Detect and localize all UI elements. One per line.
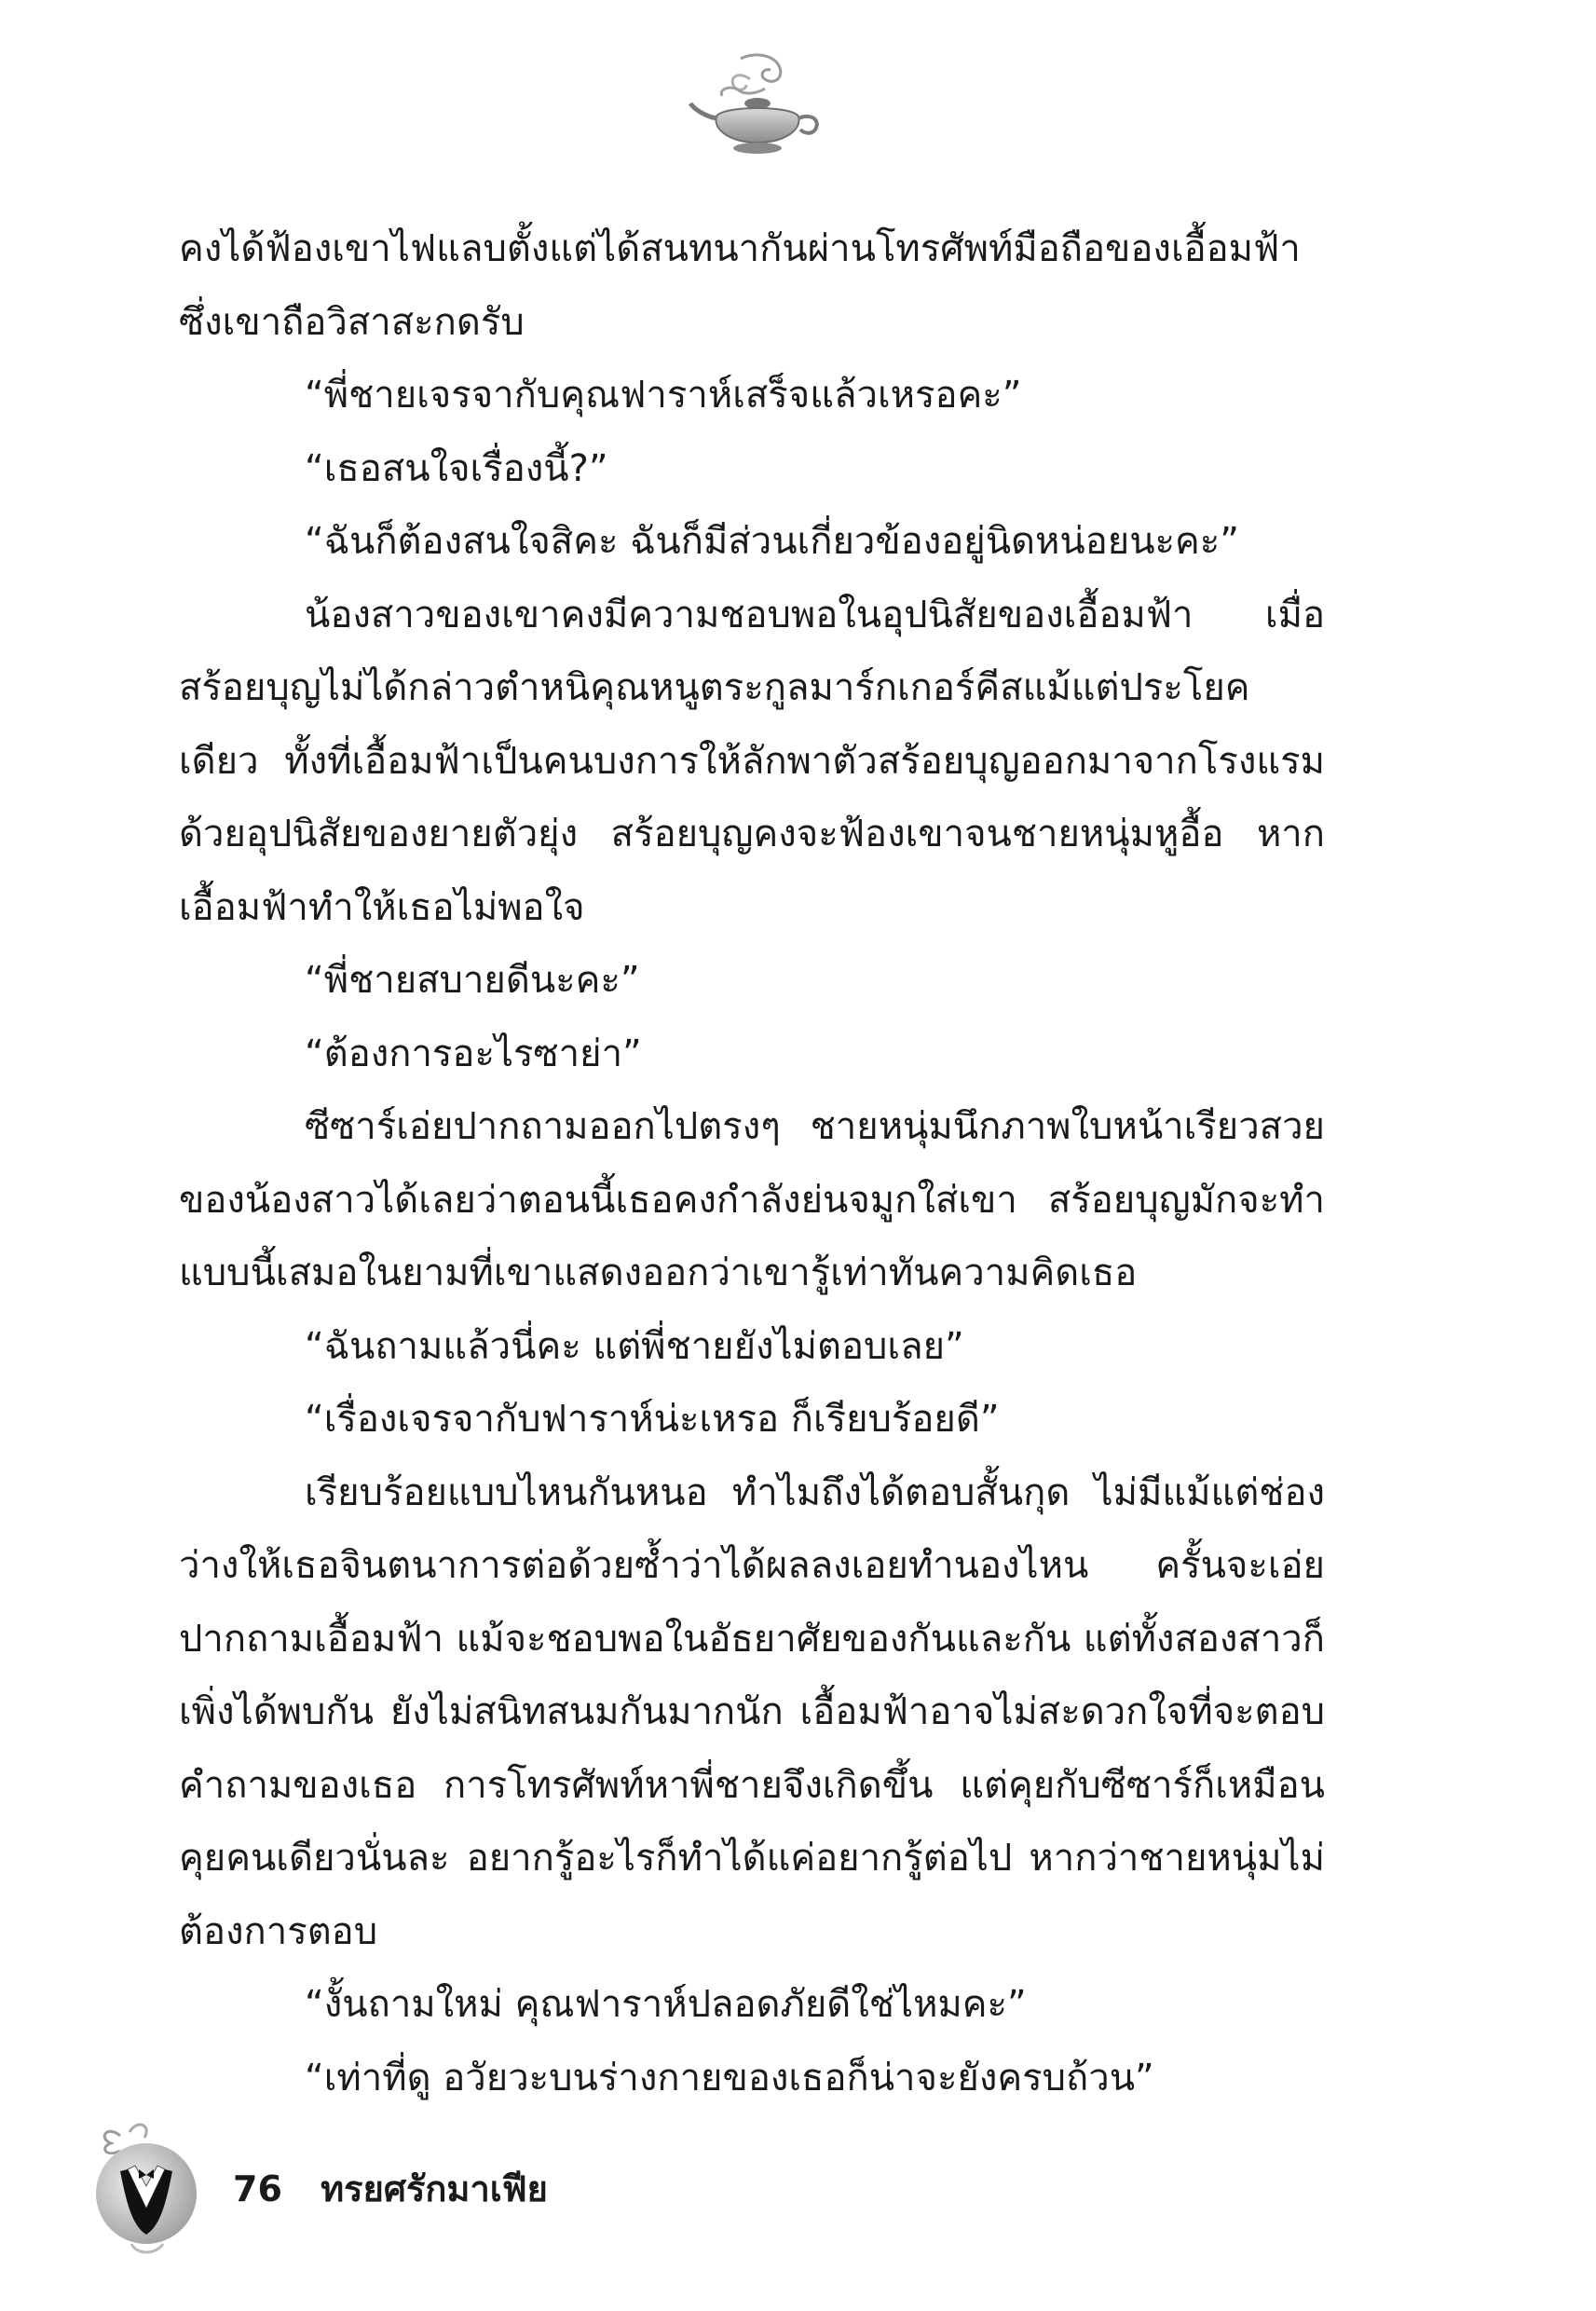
paragraph: “เท่าที่ดู อวัยวะบนร่างกายของเธอก็น่าจะยังครบถ้วน” bbox=[305, 2056, 1154, 2099]
paragraph: “ต้องการอะไรซาย่า” bbox=[305, 1032, 642, 1075]
paragraph: คงได้ฟ้องเขาไฟแลบตั้งแต่ได้สนทนากันผ่านโทรศัพท์มือถือของเอื้อมฟ้า ซึ่งเขาถือวิสาสะกดรับ bbox=[179, 227, 1301, 344]
paragraph: น้องสาวของเขาคงมีความชอบพอในอุปนิสัยของเอื้อมฟ้า เมื่อสร้อยบุญไม่ได้กล่าวตำหนิคุณหนูตระกูลมาร์กเกอร์คีสแม้แต่ประโยคเดียว ทั้งที่เอื้อมฟ้าเป็นคนบงการให้ลักพาตัวสร้อยบุญออกมาจากโรงแรม ด้วยอุปนิสัยของยายตัวยุ่ง สร้อยบุญคงจะฟ้องเขาจนชายหนุ่มหูอื้อ หากเอื้อมฟ้าทำให้เธอไม่พอใจ bbox=[179, 593, 1325, 929]
paragraph: “ฉันถามแล้วนี่คะ แต่พี่ชายยังไม่ตอบเลย” bbox=[305, 1324, 964, 1368]
paragraph: ซีซาร์เอ่ยปากถามออกไปตรงๆ ชายหนุ่มนึกภาพใบหน้าเรียวสวยของน้องสาวได้เลยว่าตอนนี้เธอคงกำลังย่นจมูกใส่เขา สร้อยบุญมักจะทำแบบนี้เสมอในยามที่เขาแสดงออกว่าเขารู้เท่าทันความคิดเธอ bbox=[179, 1105, 1325, 1294]
genie-lamp-icon bbox=[685, 51, 825, 163]
paragraph: “เธอสนใจเรื่องนี้?” bbox=[305, 446, 608, 490]
tuxedo-ribbon-icon bbox=[79, 2115, 219, 2264]
book-title: ทรยศรักมาเฟีย bbox=[321, 2168, 548, 2209]
page-footer bbox=[233, 2160, 548, 2217]
body-text bbox=[179, 212, 1325, 2114]
paragraph: “ฉันก็ต้องสนใจสิคะ ฉันก็มีส่วนเกี่ยวข้องอยู่นิดหน่อยนะคะ” bbox=[305, 520, 1239, 563]
page-number: 76 bbox=[233, 2168, 282, 2209]
paragraph: “พี่ชายสบายดีนะคะ” bbox=[305, 959, 640, 1002]
paragraph: “งั้นถามใหม่ คุณฟาราห์ปลอดภัยดีใช่ไหมคะ” bbox=[305, 1983, 1027, 2026]
paragraph: “เรื่องเจรจากับฟาราห์น่ะเหรอ ก็เรียบร้อยดี” bbox=[305, 1398, 1000, 1441]
paragraph: “พี่ชายเจรจากับคุณฟาราห์เสร็จแล้วเหรอคะ” bbox=[305, 374, 1022, 417]
paragraph: เรียบร้อยแบบไหนกันหนอ ทำไมถึงได้ตอบสั้นกุด ไม่มีแม้แต่ช่องว่างให้เธอจินตนาการต่อด้วยซ้ำว่าได้ผลลงเอยทำนองไหน ครั้นจะเอ่ยปากถามเอื้อมฟ้า แม้จะชอบพอในอัธยาศัยของกันและกัน แต่ทั้งสองสาวก็เพิ่งได้พบกัน ยังไม่สนิทสนมกันมากนัก เอื้อมฟ้าอาจไม่สะดวกใจที่จะตอบคำถามของเธอ การโทรศัพท์หาพี่ชายจึงเกิดขึ้น แต่คุยกับซีซาร์ก็เหมือนคุยคนเดียวนั่นละ อยากรู้อะไรก็ทำได้แค่อยากรู้ต่อไป หากว่าชายหนุ่มไม่ต้องการตอบ bbox=[179, 1470, 1325, 1953]
